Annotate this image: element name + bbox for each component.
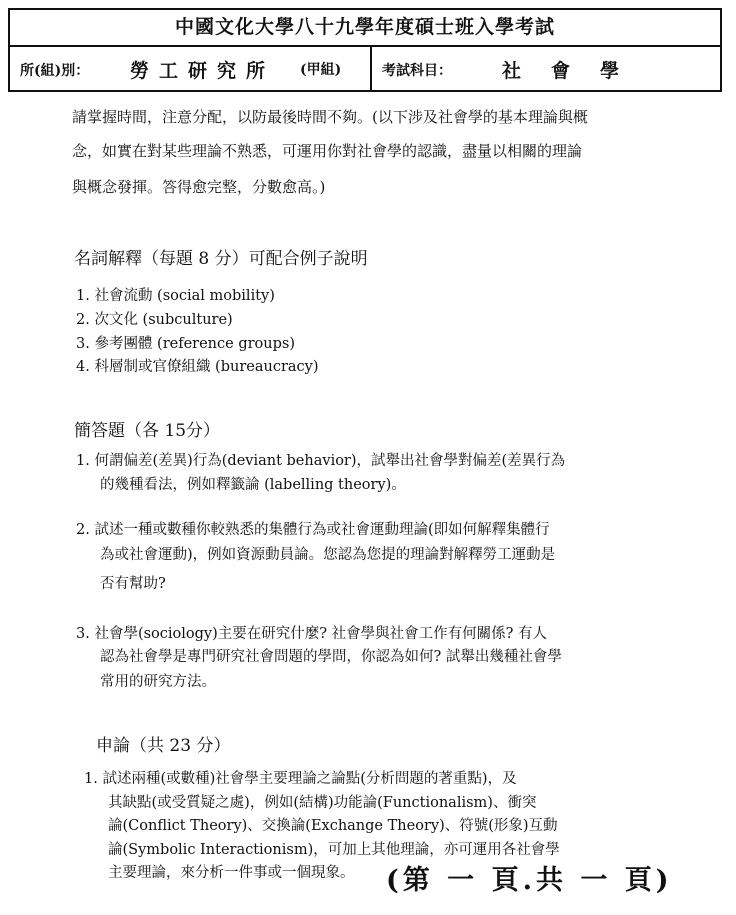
department-label: 所(組)別： <box>20 63 90 79</box>
section2-q2-line-1: 2. 試述一種或數種你較熟悉的集體行為或社會運動理論(即如何解釋集體行 <box>76 522 550 538</box>
section3-heading: 申論（共 23 分） <box>96 736 231 756</box>
section1-item-1: 1. 社會流動 (social mobility) <box>76 288 275 304</box>
section1-item-2: 2. 次文化 (subculture) <box>76 312 233 328</box>
intro-line-3: 與概念發揮。答得愈完整，分數愈高。) <box>72 178 326 196</box>
department-cell <box>10 47 372 90</box>
intro-line-1: 請掌握時間，注意分配，以防最後時間不夠。(以下涉及社會學的基本理論與概 <box>72 108 588 126</box>
section2-heading: 簡答題（各 15分） <box>74 421 221 441</box>
section1-heading: 名詞解釋（每題 8 分）可配合例子說明 <box>74 249 368 269</box>
section3-q1-line-4: 論(Symbolic Interactionism)，可加上其他理論，亦可運用各社會學 <box>108 842 560 858</box>
section2-q2-line-2: 為或社會運動)，例如資源動員論。您認為您提的理論對解釋勞工運動是 <box>100 547 556 563</box>
section1-item-3: 3. 參考團體 (reference groups) <box>76 336 295 352</box>
subject-value: 社會學 <box>502 60 650 82</box>
exam-header <box>8 8 722 92</box>
department-value: 勞工研究所 <box>130 60 276 82</box>
section2-q1-line-2: 的幾種看法，例如釋籤論 (labelling theory)。 <box>100 477 406 493</box>
section2-q1-line-1: 1. 何謂偏差(差異)行為(deviant behavior)，試舉出社會學對偏差(差異行為 <box>76 453 566 469</box>
section3-q1-line-1: 1. 試述兩種(或數種)社會學主要理論之論點(分析問題的著重點)，及 <box>84 771 517 787</box>
header-info-row <box>10 47 720 90</box>
section2-q3-line-3: 常用的研究方法。 <box>100 674 216 690</box>
section2-q2-line-3: 否有幫助? <box>100 576 166 592</box>
section3-q1-line-3: 論(Conflict Theory)、交換論(Exchange Theory)、符號(形象)互動 <box>108 818 558 834</box>
subject-cell <box>372 47 722 90</box>
intro-line-2: 念，如實在對某些理論不熟悉，可運用你對社會學的認識，盡量以相關的理論 <box>72 142 583 160</box>
section2-q3-line-2: 認為社會學是專門研究社會問題的學問，你認為如何? 試舉出幾種社會學 <box>100 649 562 665</box>
group-label: (甲組) <box>300 62 342 78</box>
section1-item-4: 4. 科層制或官僚組織 (bureaucracy) <box>76 359 319 375</box>
section2-q3-line-1: 3. 社會學(sociology)主要在研究什麼? 社會學與社會工作有何關係? 有人 <box>76 626 548 642</box>
page-number: (第 一 頁.共 一 頁) <box>386 865 673 896</box>
section3-q1-line-5: 主要理論，來分析一件事或一個現象。 <box>108 865 355 881</box>
section3-q1-line-2: 其缺點(或受質疑之處)，例如(結構)功能論(Functionalism)、衝突 <box>108 795 537 811</box>
exam-title: 中國文化大學八十九學年度碩士班入學考試 <box>10 10 720 47</box>
subject-label: 考試科目： <box>382 63 452 79</box>
